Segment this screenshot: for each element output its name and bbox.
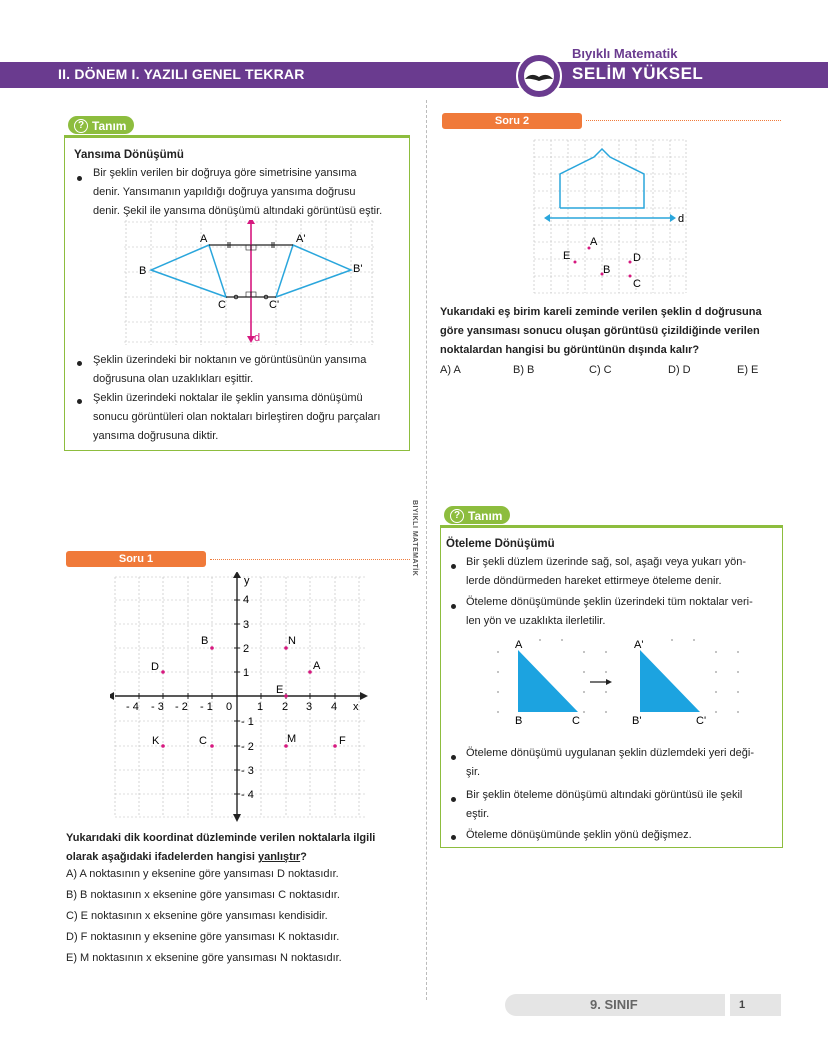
y-tick-label: 2 <box>243 643 250 655</box>
point-label: C <box>633 278 641 290</box>
text-line: noktalardan hangisi bu görüntünün dışında kalır? <box>440 344 700 356</box>
point-C <box>210 744 214 748</box>
definition-paragraph <box>466 553 778 591</box>
question-mark-icon: ? <box>74 119 88 133</box>
definition-paragraph <box>466 744 778 782</box>
point-label: A' <box>296 233 306 245</box>
bullet <box>451 604 456 609</box>
question-ribbon: Soru 1 <box>66 551 206 567</box>
answer-option[interactable]: D) F noktasının y eksenine göre yansıması K noktasıdır. <box>66 931 340 943</box>
side-brand: BIYIKLI MATEMATİK <box>411 500 418 577</box>
y-tick-label: - 4 <box>241 789 254 801</box>
x-tick-label: 0 <box>226 701 233 713</box>
text-line: göre yansıması sonucu oluşan görüntüsü çizildiğinde verilen <box>440 325 760 337</box>
point-label: K <box>152 735 160 747</box>
definition-tag-label: Tanım <box>92 118 127 133</box>
axis-label-x: x <box>353 701 359 713</box>
point-label: B' <box>353 263 363 275</box>
text-span: ? <box>300 851 307 863</box>
point-label: M <box>287 733 297 745</box>
point-label: B <box>603 264 611 276</box>
x-tick-label: - 1 <box>200 701 213 713</box>
axis-label-y: y <box>244 575 250 587</box>
point-C <box>629 275 632 278</box>
question-mark-icon: ? <box>450 509 464 523</box>
point-label: E <box>276 684 284 696</box>
answer-option[interactable]: E) M noktasının x eksenine göre yansıması N noktasıdır. <box>66 952 342 964</box>
x-tick-label: 1 <box>257 701 264 713</box>
point-label: A <box>515 639 523 651</box>
y-tick-label: - 3 <box>241 765 254 777</box>
bullet <box>77 176 82 181</box>
point-label: F <box>339 735 346 747</box>
text-line: Şeklin üzerindeki bir noktanın ve görüntüsünün yansıma <box>93 354 367 366</box>
column-divider <box>426 100 427 1000</box>
point-label: E <box>563 250 571 262</box>
text-line: yansıma doğrusuna diktir. <box>93 430 219 442</box>
text-line: denir. Yansımanın yapıldığı doğruya yansıma doğrusu <box>93 186 356 198</box>
y-tick-label: 4 <box>243 594 250 606</box>
point-label: B' <box>632 715 642 727</box>
definition-paragraph <box>466 786 778 824</box>
line-label: d <box>678 213 685 225</box>
x-tick-label: 4 <box>331 701 338 713</box>
text-line: Öteleme dönüşümünde şeklin yönü değişmez. <box>466 829 692 841</box>
question-text <box>440 303 785 360</box>
point-label: A <box>590 236 598 248</box>
text-line: şir. <box>466 766 481 778</box>
point-label: C' <box>696 715 707 727</box>
reflection-line-d <box>544 210 689 226</box>
point-E <box>284 694 288 698</box>
point-label: N <box>288 635 296 647</box>
text-line: Öteleme dönüşümü uygulanan şeklin düzlemdeki yeri deği- <box>466 747 754 759</box>
text-line: Bir şeklin verilen bir doğruya göre simetrisine yansıma <box>93 167 357 179</box>
bullet <box>451 797 456 802</box>
translation-figure <box>494 636 754 728</box>
point-label: B <box>201 635 209 647</box>
x-tick-label: 3 <box>306 701 313 713</box>
definition-paragraph <box>93 351 403 389</box>
text-line: len yön ve uzaklıkta ilerletilir. <box>466 615 606 627</box>
x-tick-label: - 3 <box>151 701 164 713</box>
text-line: Bir şekli düzlem üzerinde sağ, sol, aşağı veya yukarı yön- <box>466 556 747 568</box>
point-E <box>574 261 577 264</box>
brand-seal-icon <box>515 52 563 100</box>
point-label: B <box>139 265 147 277</box>
answer-option[interactable]: D) D <box>668 364 691 376</box>
definition-tag <box>68 116 134 134</box>
answer-option[interactable]: C) E noktasının x eksenine göre yansıması kendisidir. <box>66 910 328 922</box>
point-D <box>629 261 632 264</box>
coordinate-plane <box>110 572 370 822</box>
y-tick-label: 1 <box>243 667 250 679</box>
definition-paragraph <box>93 164 403 221</box>
point-label: A <box>200 233 208 245</box>
x-tick-label: - 4 <box>126 701 139 713</box>
answer-option[interactable]: B) B noktasının x eksenine göre yansıması C noktasıdır. <box>66 889 340 901</box>
underlined-word: yanlıştır <box>257 851 301 863</box>
point-B <box>210 646 214 650</box>
answer-option[interactable]: B) B <box>513 364 535 376</box>
definition-title: Öteleme Dönüşümü <box>446 538 555 550</box>
definition-title: Yansıma Dönüşümü <box>74 149 184 161</box>
point-label: C <box>218 299 226 311</box>
line-label: d <box>254 332 261 344</box>
text-line: eştir. <box>466 808 490 820</box>
point-label: C' <box>269 299 280 311</box>
point-D <box>161 670 165 674</box>
point-label: C <box>199 735 207 747</box>
text-line: Şeklin üzerindeki noktalar ile şeklin yansıma dönüşümü <box>93 392 363 404</box>
point-label: D <box>151 661 159 673</box>
point-F <box>333 744 337 748</box>
bullet <box>77 361 82 366</box>
y-tick-label: 3 <box>243 619 250 631</box>
page-number: 1 <box>739 999 746 1011</box>
grade-label: 9. SINIF <box>590 997 638 1012</box>
bullet <box>451 835 456 840</box>
footer-separator <box>725 994 730 1016</box>
bullet <box>451 564 456 569</box>
text-line: lerde döndürmeden hareket ettirmeye öteleme denir. <box>466 575 722 587</box>
page-title: II. DÖNEM I. YAZILI GENEL TEKRAR <box>58 66 305 82</box>
point-label: B <box>515 715 523 727</box>
ribbon-dashline <box>210 559 410 560</box>
answer-option[interactable]: E) E <box>737 364 759 376</box>
answer-option[interactable]: A) A <box>440 364 461 376</box>
definition-paragraph <box>466 826 778 845</box>
answer-option[interactable]: A) A noktasının y eksenine göre yansıması D noktasıdır. <box>66 868 339 880</box>
bullet <box>77 399 82 404</box>
text-line <box>66 848 416 867</box>
point-label: A' <box>634 639 644 651</box>
definition-box-header-line <box>440 525 783 528</box>
definition-tag-label: Tanım <box>468 508 503 523</box>
point-label: A <box>313 660 321 672</box>
brand-name: SELİM YÜKSEL <box>572 64 704 83</box>
x-tick-label: - 2 <box>175 701 188 713</box>
text-line: Öteleme dönüşümünde şeklin üzerindeki tüm noktalar veri- <box>466 596 753 608</box>
definition-tag <box>444 506 510 524</box>
answer-option[interactable]: C) C <box>589 364 612 376</box>
text-line: Bir şeklin öteleme dönüşümü altındaki görüntüsü ile şekil <box>466 789 743 801</box>
bullet <box>451 755 456 760</box>
point-K <box>161 744 165 748</box>
text-line: Yukarıdaki eş birim kareli zeminde verilen şeklin d doğrusuna <box>440 306 762 318</box>
definition-paragraph <box>93 389 403 446</box>
point-label: C <box>572 715 580 727</box>
definition-paragraph <box>466 593 778 631</box>
y-tick-label: - 1 <box>241 716 254 728</box>
point-A <box>308 670 312 674</box>
text-line: Yukarıdaki dik koordinat düzleminde verilen noktalarla ilgili <box>66 832 376 844</box>
y-tick-label: - 2 <box>241 741 254 753</box>
x-tick-label: 2 <box>282 701 289 713</box>
text-line: doğrusuna olan uzaklıkları eşittir. <box>93 373 254 385</box>
definition-box-header-line <box>64 135 410 138</box>
question-text <box>66 829 416 867</box>
reflection-figure <box>124 220 374 345</box>
text-line: denir. Şekil ile yansıma dönüşümü altındaki görüntüsü eştir. <box>93 205 383 217</box>
text-line: sonucu görüntüleri olan noktaları birleştiren doğru parçaları <box>93 411 381 423</box>
text-span: olarak aşağıdaki ifadelerden hangisi <box>66 851 258 863</box>
ribbon-dashline <box>586 120 781 121</box>
question-ribbon: Soru 2 <box>442 113 582 129</box>
brand-subtitle: Bıyıklı Matematik <box>572 46 678 61</box>
point-label: D <box>633 252 641 264</box>
